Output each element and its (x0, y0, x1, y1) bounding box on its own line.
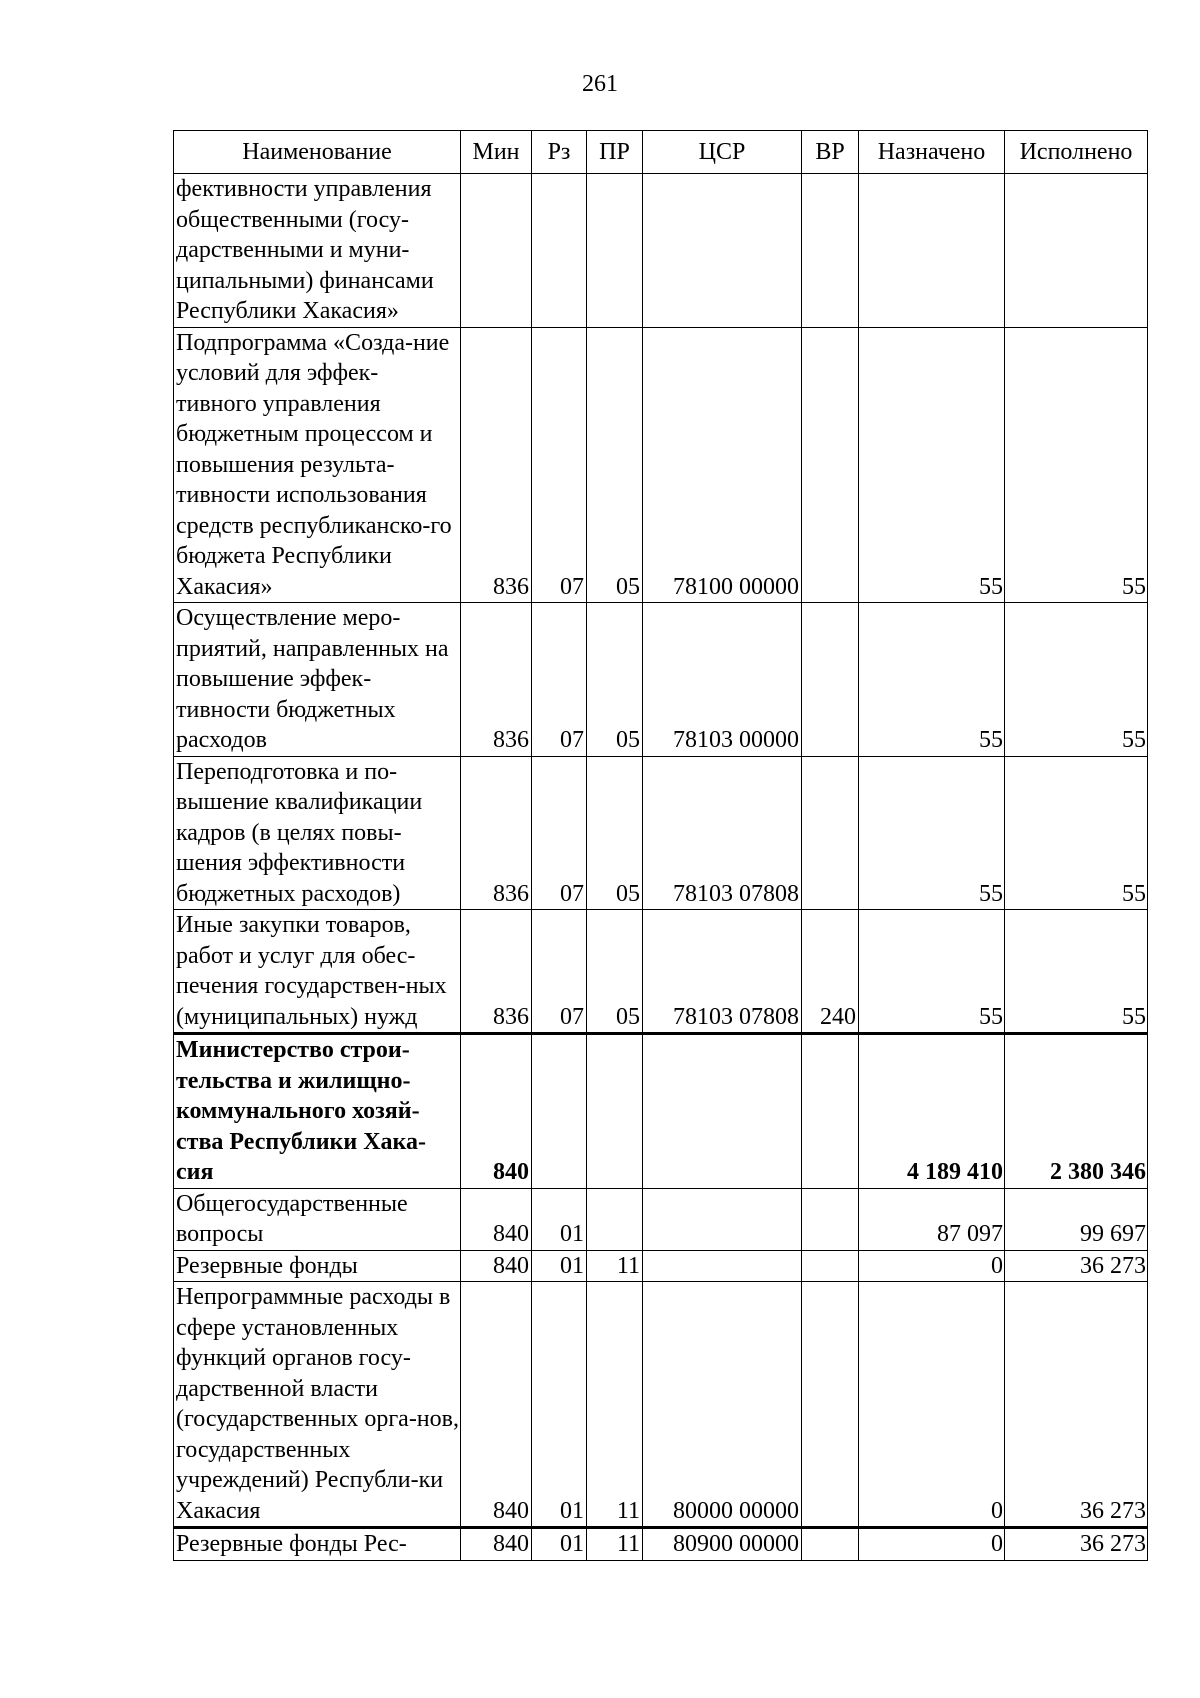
row-name: Министерство строи-тельства и жилищно-коммунального хозяй-ства Республики Хака-сия (174, 1034, 461, 1189)
row-csr (643, 174, 802, 328)
table-row (174, 603, 1148, 757)
row-rz: 07 (532, 756, 587, 910)
row-pr: 11 (587, 1528, 643, 1561)
row-vr (802, 1528, 859, 1561)
row-pr (587, 174, 643, 328)
row-name: Общегосударственные вопросы (174, 1188, 461, 1250)
row-csr (643, 1250, 802, 1282)
table-row (174, 910, 1148, 1034)
row-vr (802, 1034, 859, 1189)
row-name: Резервные фонды (174, 1250, 461, 1282)
row-rz: 07 (532, 603, 587, 757)
row-min: 840 (461, 1282, 532, 1528)
table-row-ministry (174, 1034, 1148, 1189)
row-rz (532, 1034, 587, 1189)
header-rz: Рз (532, 131, 587, 174)
header-name: Наименование (174, 131, 461, 174)
row-min: 836 (461, 327, 532, 603)
row-vr (802, 1188, 859, 1250)
row-naznacheno: 55 (859, 756, 1005, 910)
row-rz: 07 (532, 910, 587, 1034)
header-ispolneno: Исполнено (1005, 131, 1148, 174)
row-pr: 05 (587, 603, 643, 757)
header-naznacheno: Назначено (859, 131, 1005, 174)
row-ispolneno: 36 273 (1005, 1282, 1148, 1528)
row-pr: 05 (587, 327, 643, 603)
row-min: 836 (461, 910, 532, 1034)
row-min: 840 (461, 1188, 532, 1250)
row-vr: 240 (802, 910, 859, 1034)
row-rz: 07 (532, 327, 587, 603)
row-rz: 01 (532, 1188, 587, 1250)
row-naznacheno: 4 189 410 (859, 1034, 1005, 1189)
budget-table (173, 130, 1148, 1561)
row-name: фективности управления общественными (госу-дарственными и муни-ципальными) финансами Республики Хакасия» (174, 174, 461, 328)
row-csr: 80900 00000 (643, 1528, 802, 1561)
row-vr (802, 174, 859, 328)
row-pr: 05 (587, 910, 643, 1034)
row-csr (643, 1188, 802, 1250)
table-row (174, 174, 1148, 328)
row-csr: 80000 00000 (643, 1282, 802, 1528)
row-ispolneno: 55 (1005, 756, 1148, 910)
table-row (174, 1282, 1148, 1528)
header-vr: ВР (802, 131, 859, 174)
row-vr (802, 603, 859, 757)
row-rz: 01 (532, 1528, 587, 1561)
table-row (174, 1188, 1148, 1250)
header-pr: ПР (587, 131, 643, 174)
row-rz: 01 (532, 1250, 587, 1282)
row-pr (587, 1188, 643, 1250)
row-min: 836 (461, 603, 532, 757)
row-naznacheno: 0 (859, 1528, 1005, 1561)
row-vr (802, 327, 859, 603)
table-row (174, 1250, 1148, 1282)
row-csr: 78103 00000 (643, 603, 802, 757)
row-ispolneno: 99 697 (1005, 1188, 1148, 1250)
row-csr (643, 1034, 802, 1189)
row-pr: 05 (587, 756, 643, 910)
row-naznacheno: 0 (859, 1282, 1005, 1528)
row-ispolneno: 55 (1005, 603, 1148, 757)
row-min: 840 (461, 1528, 532, 1561)
row-naznacheno (859, 174, 1005, 328)
row-naznacheno: 55 (859, 910, 1005, 1034)
page-number: 261 (582, 71, 618, 97)
row-name: Резервные фонды Рес- (174, 1528, 461, 1561)
row-naznacheno: 87 097 (859, 1188, 1005, 1250)
header-min: Мин (461, 131, 532, 174)
row-ispolneno: 2 380 346 (1005, 1034, 1148, 1189)
row-ispolneno: 36 273 (1005, 1250, 1148, 1282)
table-row (174, 1528, 1148, 1561)
row-name: Осуществление меро-приятий, направленных на повышение эффек-тивности бюджетных расходов (174, 603, 461, 757)
row-naznacheno: 55 (859, 327, 1005, 603)
table-header-row (174, 131, 1148, 174)
row-csr: 78103 07808 (643, 756, 802, 910)
row-name: Подпрограмма «Созда-ние условий для эффек-тивного управления бюджетным процессом и повышения результа-тивности использования средств республиканско-го бюджета Республики Хакасия» (174, 327, 461, 603)
row-min: 840 (461, 1034, 532, 1189)
row-name: Непрограммные расходы в сфере установленных функций органов госу-дарственной власти (государственных орга-нов, государственных учреждений) Республи-ки Хакасия (174, 1282, 461, 1528)
row-ispolneno: 55 (1005, 327, 1148, 603)
row-rz: 01 (532, 1282, 587, 1528)
row-rz (532, 174, 587, 328)
row-pr: 11 (587, 1282, 643, 1528)
header-csr: ЦСР (643, 131, 802, 174)
row-csr: 78103 07808 (643, 910, 802, 1034)
row-naznacheno: 55 (859, 603, 1005, 757)
table-row (174, 327, 1148, 603)
row-min: 836 (461, 756, 532, 910)
table-row (174, 756, 1148, 910)
row-vr (802, 1282, 859, 1528)
row-name: Переподготовка и по-вышение квалификации кадров (в целях повы-шения эффективности бюджетных расходов) (174, 756, 461, 910)
row-name: Иные закупки товаров, работ и услуг для обес-печения государствен-ных (муниципальных) нужд (174, 910, 461, 1034)
row-ispolneno (1005, 174, 1148, 328)
row-pr (587, 1034, 643, 1189)
row-ispolneno: 55 (1005, 910, 1148, 1034)
row-ispolneno: 36 273 (1005, 1528, 1148, 1561)
row-vr (802, 756, 859, 910)
row-min (461, 174, 532, 328)
row-csr: 78100 00000 (643, 327, 802, 603)
row-pr: 11 (587, 1250, 643, 1282)
row-naznacheno: 0 (859, 1250, 1005, 1282)
row-min: 840 (461, 1250, 532, 1282)
row-vr (802, 1250, 859, 1282)
